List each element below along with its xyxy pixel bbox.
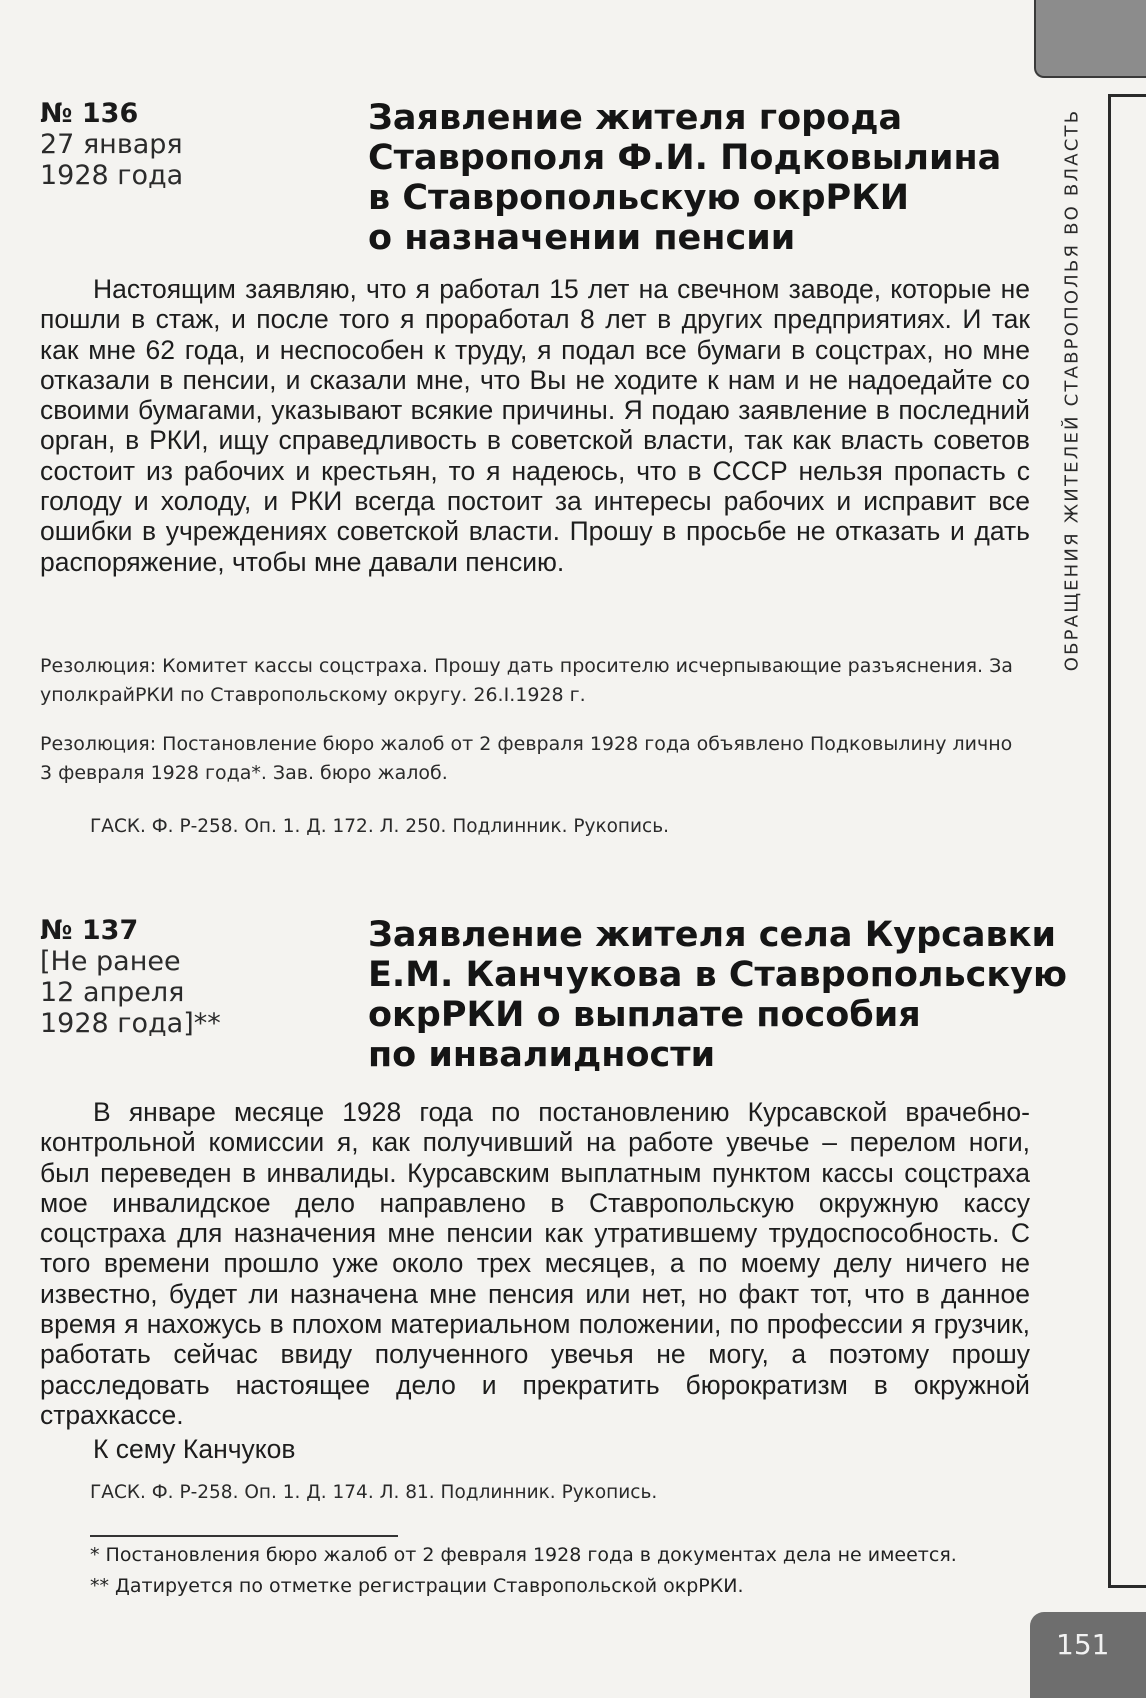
title-line: Заявление жителя села Курсавки	[368, 915, 1056, 955]
footnote: ** Датируется по отметке регистрации Ставропольской окрРКИ.	[90, 1575, 744, 1597]
document-number: № 136	[40, 98, 139, 129]
title-line: по инвалидности	[368, 1035, 716, 1075]
signature: К сему Канчуков	[93, 1434, 296, 1465]
title-line: Заявление жителя города	[368, 98, 903, 138]
document-body	[40, 1097, 1030, 1430]
title-line: о назначении пенсии	[368, 218, 796, 258]
document-date-line: 12 апреля	[40, 977, 185, 1008]
title-line: в Ставропольскую окрРКИ	[368, 178, 910, 218]
document-date-line: 1928 года	[40, 160, 184, 191]
document-header	[40, 98, 1030, 274]
archive-reference: ГАСК. Ф. Р-258. Оп. 1. Д. 172. Л. 250. Подлинник. Рукопись.	[90, 816, 670, 837]
document-header	[40, 915, 1068, 1097]
body-paragraph: В январе месяце 1928 года по постановлению Курсавской врачебно-контрольной комиссии я, как получивший на работе увечье – перелом ноги, был переведен в инвалиды. Курсавским выплатным пунктом кассы соцстраха мое инвалидское дело направлено в Ставропольскую окружную кассу соцстраха для назначения мне пенсии как утратившему трудоспособность. С того времени прошло уже около трех месяцев, а по моему делу ничего не известно, будет ли назначена мне пенсия или нет, но факт тот, что в данное время я нахожусь в плохом материальном положении, по профессии я грузчик, работать сейчас ввиду полученного увечья не могу, а поэтому прошу расследовать настоящее дело и прекратить бюрократизм в окружной страхкассе.	[40, 1097, 1030, 1430]
document-meta	[40, 98, 340, 191]
title-line: Ставрополя Ф.И. Подковылина	[368, 138, 1002, 178]
document-date-line: 27 января	[40, 129, 183, 160]
title-line: окрРКИ о выплате пособия	[368, 995, 921, 1035]
archive-reference: ГАСК. Ф. Р-258. Оп. 1. Д. 174. Л. 81. Подлинник. Рукопись.	[90, 1482, 658, 1504]
document-body	[40, 274, 1030, 638]
document-137	[40, 915, 1068, 1504]
document-date-line: 1928 года]**	[40, 1008, 221, 1039]
document-title	[368, 98, 1030, 258]
document-number: № 137	[40, 915, 139, 946]
top-edge-tab	[1034, 0, 1146, 78]
resolution: Резолюция: Постановление бюро жалоб от 2 февраля 1928 года объявлено Подковылину лично 3 февраля 1928 года*. Зав. бюро жалоб.	[40, 733, 1013, 784]
document-meta	[40, 915, 340, 1039]
resolution: Резолюция: Комитет кассы соцстраха. Прошу дать просителю исчерпывающие разъяснения. За уполкрайРКИ по Ставропольскому округу. 26.I.1928 г.	[40, 655, 1013, 706]
title-line: Е.М. Канчукова в Ставропольскую	[368, 955, 1068, 995]
footnotes	[90, 1540, 1040, 1602]
footnote-rule	[90, 1535, 398, 1537]
document-title	[368, 915, 1068, 1075]
body-paragraph: Настоящим заявляю, что я работал 15 лет на свечном заводе, которые не пошли в стаж, и после того я проработал 8 лет в других предприятиях. И так как мне 62 года, и неспособен к труду, я подал все бумаги в соцстрах, но мне отказали в пенсии, и сказали мне, что Вы не ходите к нам и не надоедайте со своими бумагами, указывают всякие причины. Я подаю заявление в последний орган, в РКИ, ищу справедливость в советской власти, так как власть советов состоит из рабочих и крестьян, то я надеюсь, что в СССР нельзя пропасть с голоду и холоду, и РКИ всегда постоит за интересы рабочих и исправит все ошибки в учреждениях советской власти. Прошу в просьбе не отказать и дать распоряжение, чтобы мне давали пенсию.	[40, 274, 1030, 577]
running-title-text: ОБРАЩЕНИЯ ЖИТЕЛЕЙ СТАВРОПОЛЬЯ ВО ВЛАСТЬ	[1061, 108, 1083, 672]
footnote: * Постановления бюро жалоб от 2 февраля 1928 года в документах дела не имеется.	[90, 1544, 957, 1566]
document-date-line: [Не ранее	[40, 946, 181, 977]
edge-frame	[1108, 94, 1146, 1588]
document-136	[40, 98, 1030, 837]
page-number: 151	[1056, 1628, 1110, 1661]
